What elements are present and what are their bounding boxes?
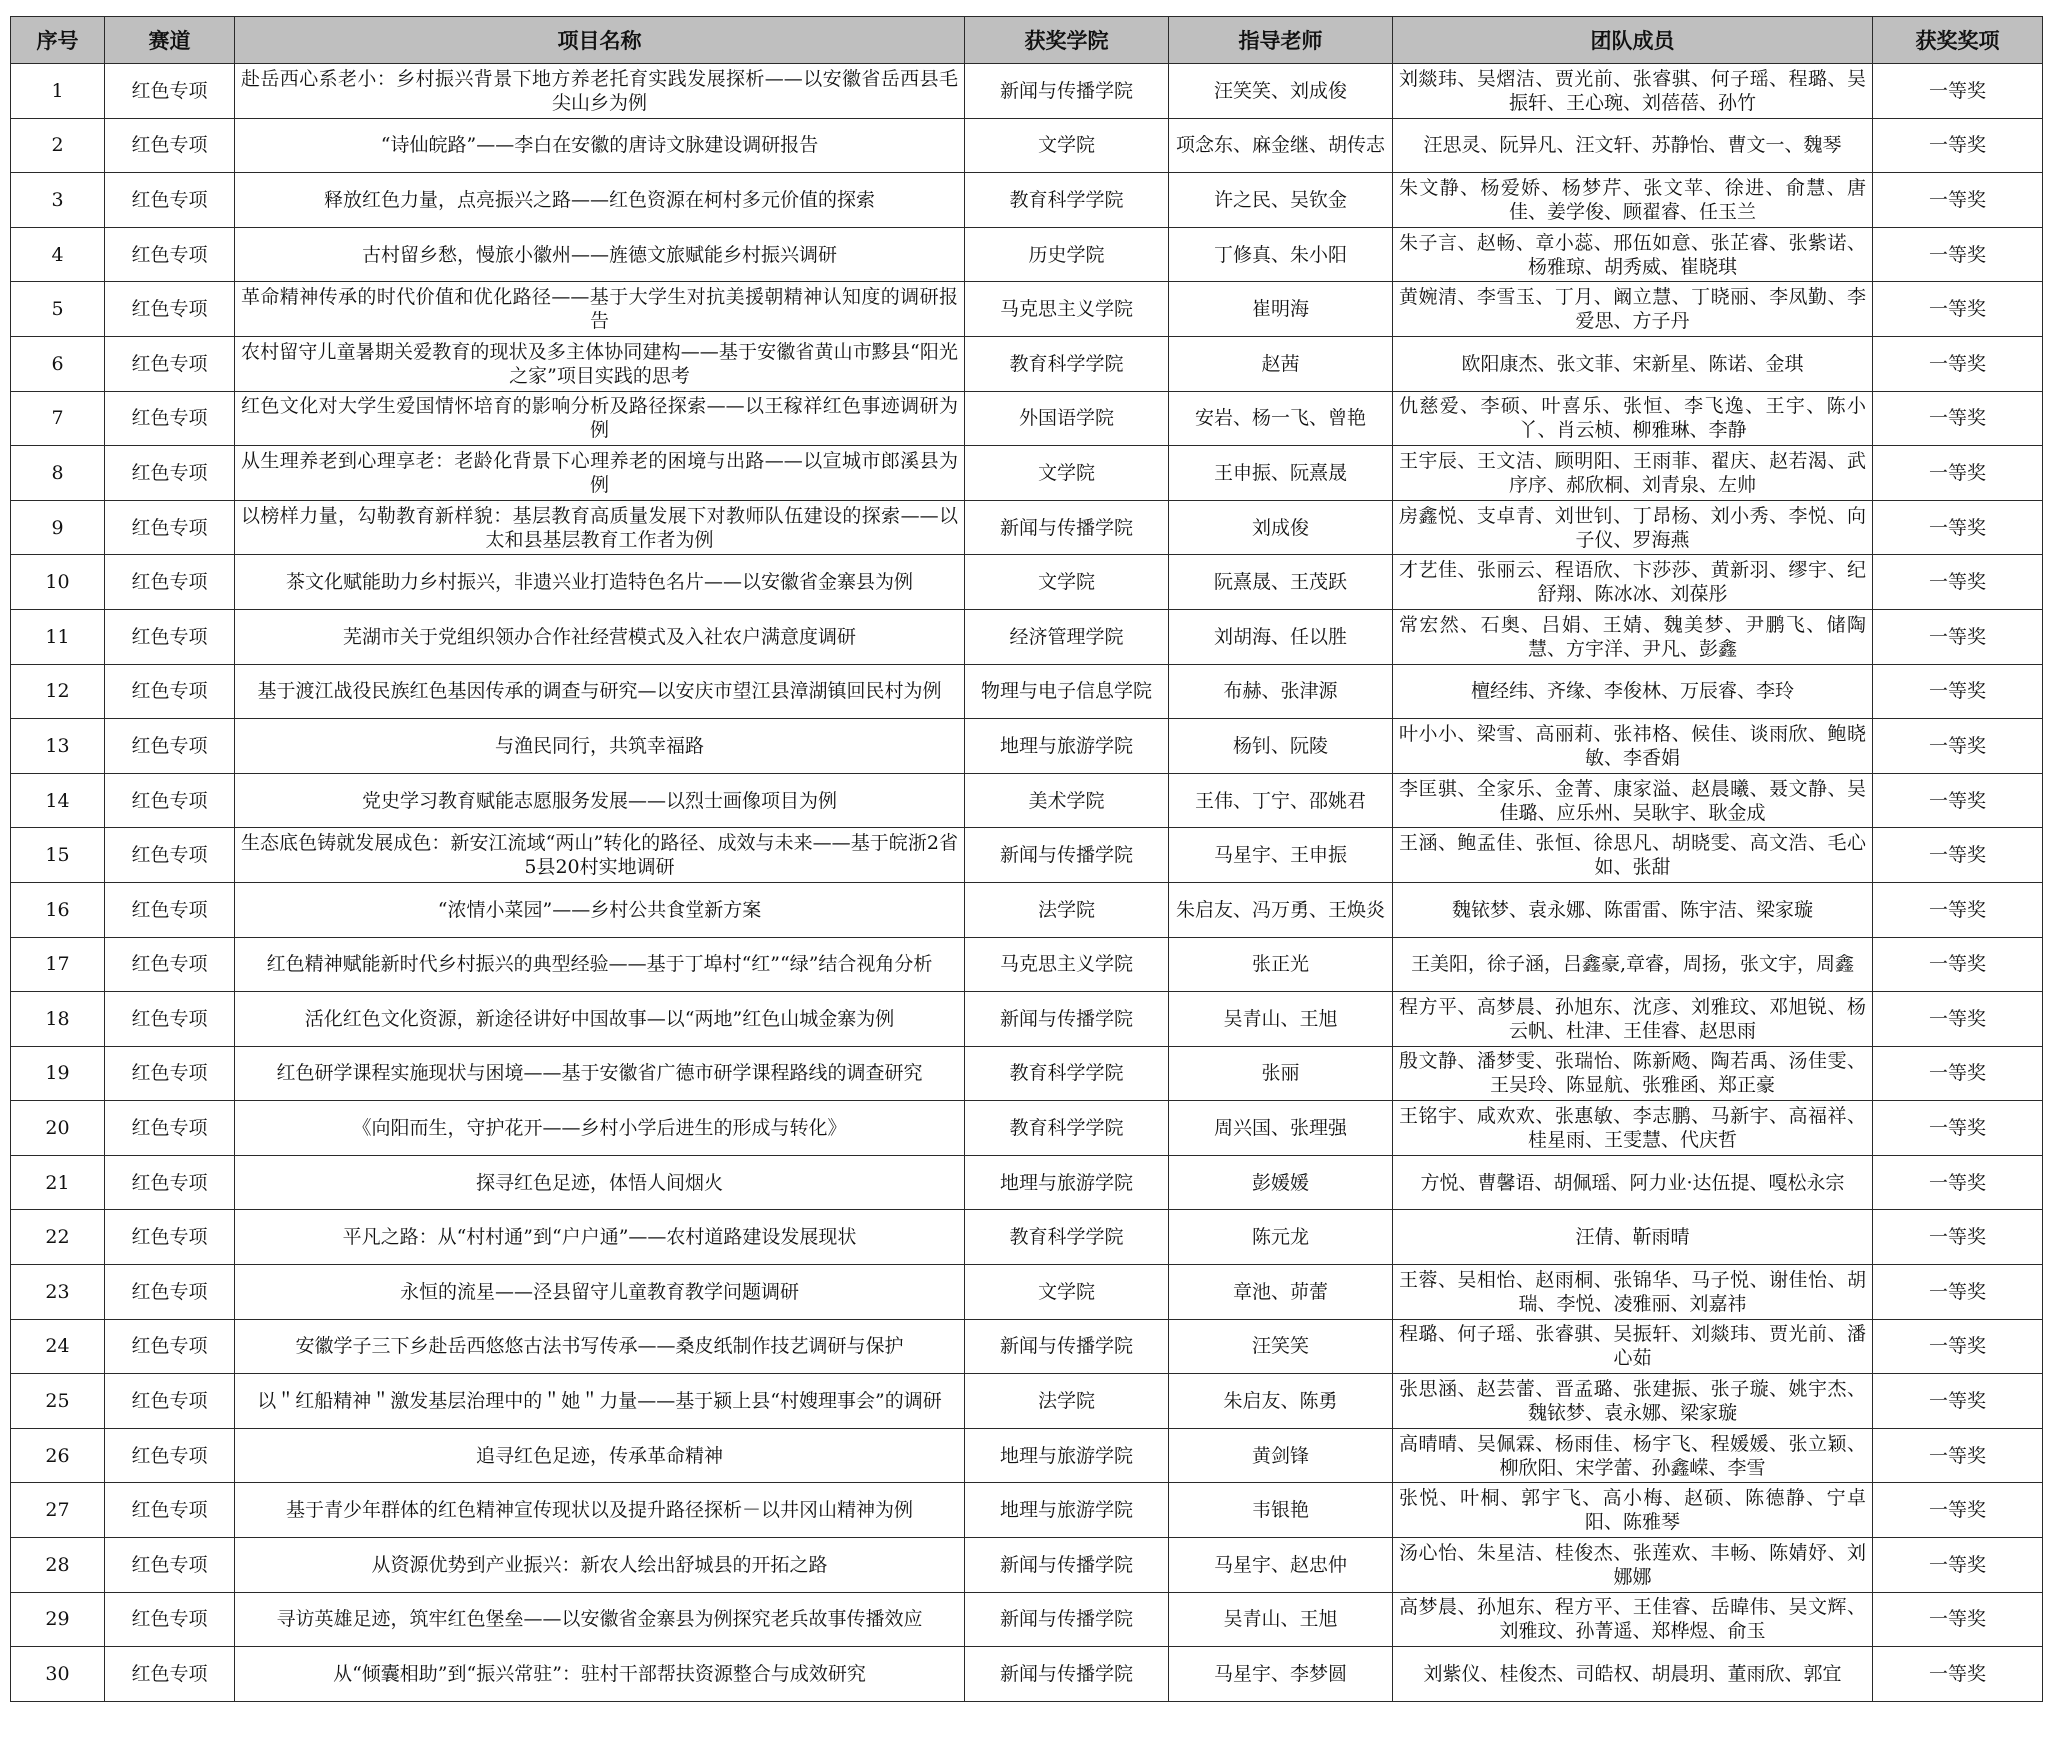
table-row: [11, 391, 2043, 446]
table-row: [11, 664, 2043, 719]
cell-project: 基于渡江战役民族红色基因传承的调查与研究—以安庆市望江县漳湖镇回民村为例: [235, 664, 965, 719]
cell-college: 地理与旅游学院: [965, 1155, 1169, 1210]
cell-members: 檀经纬、齐缘、李俊林、万辰睿、李玲: [1393, 664, 1873, 719]
cell-project: 从“倾囊相助”到“振兴常驻”：驻村干部帮扶资源整合与成效研究: [235, 1647, 965, 1702]
cell-no: 7: [11, 391, 105, 446]
cell-college: 新闻与传播学院: [965, 1647, 1169, 1702]
cell-advisor: 张丽: [1169, 1046, 1393, 1101]
cell-members: 张思涵、赵芸蕾、晋孟璐、张建振、张子璇、姚宇杰、魏铱梦、袁永娜、梁家璇: [1393, 1374, 1873, 1429]
cell-no: 17: [11, 937, 105, 992]
cell-award: 一等奖: [1873, 391, 2043, 446]
cell-members: 仇慈爱、李硕、叶喜乐、张恒、李飞逸、王宇、陈小丫、肖云桢、柳雅琳、李静: [1393, 391, 1873, 446]
cell-award: 一等奖: [1873, 282, 2043, 337]
cell-members: 王蓉、吴相怡、赵雨桐、张锦华、马子悦、谢佳怡、胡瑞、李悦、凌雅丽、刘嘉祎: [1393, 1265, 1873, 1320]
cell-no: 16: [11, 882, 105, 937]
cell-award: 一等奖: [1873, 336, 2043, 391]
cell-project: “诗仙皖路”——李白在安徽的唐诗文脉建设调研报告: [235, 118, 965, 173]
cell-no: 27: [11, 1483, 105, 1538]
cell-college: 新闻与传播学院: [965, 500, 1169, 555]
cell-no: 14: [11, 773, 105, 828]
table-row: [11, 1046, 2043, 1101]
cell-no: 9: [11, 500, 105, 555]
cell-no: 30: [11, 1647, 105, 1702]
cell-project: 《向阳而生，守护花开——乡村小学后进生的形成与转化》: [235, 1101, 965, 1156]
cell-project: 安徽学子三下乡赴岳西悠悠古法书写传承——桑皮纸制作技艺调研与保护: [235, 1319, 965, 1374]
cell-project: 红色精神赋能新时代乡村振兴的典型经验——基于丁埠村“红”“绿”结合视角分析: [235, 937, 965, 992]
cell-award: 一等奖: [1873, 1374, 2043, 1429]
cell-advisor: 赵茜: [1169, 336, 1393, 391]
cell-track: 红色专项: [105, 1265, 235, 1320]
header-track: 赛道: [105, 17, 235, 64]
table-row: [11, 1265, 2043, 1320]
table-body: [11, 64, 2043, 1702]
cell-track: 红色专项: [105, 282, 235, 337]
cell-college: 地理与旅游学院: [965, 719, 1169, 774]
table-row: [11, 1483, 2043, 1538]
cell-project: 活化红色文化资源，新途径讲好中国故事—以“两地”红色山城金寨为例: [235, 992, 965, 1047]
table-row: [11, 1647, 2043, 1702]
cell-track: 红色专项: [105, 1483, 235, 1538]
table-row: [11, 773, 2043, 828]
cell-project: 平凡之路：从“村村通”到“户户通”——农村道路建设发展现状: [235, 1210, 965, 1265]
header-award: 获奖奖项: [1873, 17, 2043, 64]
cell-college: 教育科学学院: [965, 1210, 1169, 1265]
cell-award: 一等奖: [1873, 1155, 2043, 1210]
cell-project: 茶文化赋能助力乡村振兴，非遗兴业打造特色名片——以安徽省金寨县为例: [235, 555, 965, 610]
cell-award: 一等奖: [1873, 1538, 2043, 1593]
cell-no: 10: [11, 555, 105, 610]
cell-track: 红色专项: [105, 773, 235, 828]
cell-advisor: 王申振、阮熹晟: [1169, 446, 1393, 501]
cell-award: 一等奖: [1873, 1210, 2043, 1265]
cell-advisor: 刘胡海、任以胜: [1169, 609, 1393, 664]
cell-members: 朱子言、赵畅、章小蕊、邢伍如意、张芷睿、张紫诺、杨雅琼、胡秀威、崔晓琪: [1393, 227, 1873, 282]
cell-project: 与渔民同行，共筑幸福路: [235, 719, 965, 774]
cell-college: 地理与旅游学院: [965, 1483, 1169, 1538]
cell-award: 一等奖: [1873, 1483, 2043, 1538]
cell-project: 释放红色力量，点亮振兴之路——红色资源在柯村多元价值的探索: [235, 173, 965, 228]
table-row: [11, 555, 2043, 610]
cell-members: 程璐、何子瑶、张睿骐、吴振轩、刘燚玮、贾光前、潘心茹: [1393, 1319, 1873, 1374]
cell-college: 教育科学学院: [965, 173, 1169, 228]
table-row: [11, 227, 2043, 282]
cell-college: 新闻与传播学院: [965, 1592, 1169, 1647]
cell-project: 古村留乡愁，慢旅小徽州——旌德文旅赋能乡村振兴调研: [235, 227, 965, 282]
cell-award: 一等奖: [1873, 937, 2043, 992]
cell-members: 欧阳康杰、张文菲、宋新星、陈诺、金琪: [1393, 336, 1873, 391]
cell-track: 红色专项: [105, 609, 235, 664]
cell-advisor: 阮熹晟、王茂跃: [1169, 555, 1393, 610]
table-row: [11, 118, 2043, 173]
cell-advisor: 朱启友、冯万勇、王焕炎: [1169, 882, 1393, 937]
cell-project: 以榜样力量，勾勒教育新样貌：基层教育高质量发展下对教师队伍建设的探索——以太和县基层教育工作者为例: [235, 500, 965, 555]
cell-college: 教育科学学院: [965, 336, 1169, 391]
cell-no: 13: [11, 719, 105, 774]
cell-members: 王宇辰、王文洁、顾明阳、王雨菲、翟庆、赵若渴、武序序、郝欣桐、刘青泉、左帅: [1393, 446, 1873, 501]
cell-members: 刘燚玮、吴熠洁、贾光前、张睿骐、何子瑶、程璐、吴振轩、王心琬、刘蓓蓓、孙竹: [1393, 64, 1873, 119]
cell-college: 美术学院: [965, 773, 1169, 828]
cell-award: 一等奖: [1873, 609, 2043, 664]
cell-award: 一等奖: [1873, 555, 2043, 610]
cell-track: 红色专项: [105, 391, 235, 446]
cell-award: 一等奖: [1873, 1046, 2043, 1101]
table-row: [11, 609, 2043, 664]
cell-advisor: 刘成俊: [1169, 500, 1393, 555]
cell-advisor: 丁修真、朱小阳: [1169, 227, 1393, 282]
table-row: [11, 1319, 2043, 1374]
cell-advisor: 马星宇、赵忠仲: [1169, 1538, 1393, 1593]
cell-college: 法学院: [965, 1374, 1169, 1429]
table-row: [11, 500, 2043, 555]
cell-no: 29: [11, 1592, 105, 1647]
cell-college: 新闻与传播学院: [965, 1538, 1169, 1593]
cell-track: 红色专项: [105, 1647, 235, 1702]
cell-college: 经济管理学院: [965, 609, 1169, 664]
cell-project: 农村留守儿童暑期关爱教育的现状及多主体协同建构——基于安徽省黄山市黟县“阳光之家”项目实践的思考: [235, 336, 965, 391]
table-row: [11, 1210, 2043, 1265]
cell-project: 寻访英雄足迹，筑牢红色堡垒——以安徽省金寨县为例探究老兵故事传播效应: [235, 1592, 965, 1647]
table-row: [11, 937, 2043, 992]
cell-project: 革命精神传承的时代价值和优化路径——基于大学生对抗美援朝精神认知度的调研报告: [235, 282, 965, 337]
cell-project: 红色文化对大学生爱国情怀培育的影响分析及路径探索——以王稼祥红色事迹调研为例: [235, 391, 965, 446]
cell-award: 一等奖: [1873, 227, 2043, 282]
cell-advisor: 布赫、张津源: [1169, 664, 1393, 719]
cell-no: 12: [11, 664, 105, 719]
cell-project: 芜湖市关于党组织领办合作社经营模式及入社农户满意度调研: [235, 609, 965, 664]
cell-members: 张悦、叶桐、郭宇飞、高小梅、赵硕、陈德静、宁卓阳、陈雅琴: [1393, 1483, 1873, 1538]
cell-no: 11: [11, 609, 105, 664]
cell-members: 才艺佳、张丽云、程语欣、卞莎莎、黄新羽、缪宇、纪舒翔、陈冰冰、刘葆彤: [1393, 555, 1873, 610]
cell-no: 2: [11, 118, 105, 173]
cell-award: 一等奖: [1873, 64, 2043, 119]
table-row: [11, 1538, 2043, 1593]
cell-track: 红色专项: [105, 1155, 235, 1210]
cell-track: 红色专项: [105, 173, 235, 228]
cell-project: 永恒的流星——泾县留守儿童教育教学问题调研: [235, 1265, 965, 1320]
cell-advisor: 章池、茆蕾: [1169, 1265, 1393, 1320]
cell-track: 红色专项: [105, 446, 235, 501]
header-college: 获奖学院: [965, 17, 1169, 64]
cell-track: 红色专项: [105, 882, 235, 937]
table-row: [11, 64, 2043, 119]
cell-track: 红色专项: [105, 1592, 235, 1647]
cell-no: 6: [11, 336, 105, 391]
cell-advisor: 吴青山、王旭: [1169, 992, 1393, 1047]
cell-advisor: 许之民、吴钦金: [1169, 173, 1393, 228]
cell-members: 李匡骐、全家乐、金菁、康家溢、赵晨曦、聂文静、吴佳璐、应乐州、吴耿宇、耿金成: [1393, 773, 1873, 828]
cell-college: 文学院: [965, 446, 1169, 501]
cell-advisor: 彭媛媛: [1169, 1155, 1393, 1210]
cell-no: 21: [11, 1155, 105, 1210]
header-row: [11, 17, 2043, 64]
cell-no: 23: [11, 1265, 105, 1320]
cell-members: 魏铱梦、袁永娜、陈雷雷、陈宇洁、梁家璇: [1393, 882, 1873, 937]
cell-no: 28: [11, 1538, 105, 1593]
cell-award: 一等奖: [1873, 773, 2043, 828]
cell-no: 24: [11, 1319, 105, 1374]
table-row: [11, 1592, 2043, 1647]
cell-advisor: 陈元龙: [1169, 1210, 1393, 1265]
cell-award: 一等奖: [1873, 1319, 2043, 1374]
cell-track: 红色专项: [105, 1046, 235, 1101]
cell-advisor: 王伟、丁宁、邵姚君: [1169, 773, 1393, 828]
cell-members: 高梦晨、孙旭东、程方平、王佳睿、岳暐伟、吴文辉、刘雅玟、孙菁遥、郑桦煜、俞玉: [1393, 1592, 1873, 1647]
cell-college: 新闻与传播学院: [965, 1319, 1169, 1374]
cell-no: 5: [11, 282, 105, 337]
cell-award: 一等奖: [1873, 173, 2043, 228]
cell-college: 外国语学院: [965, 391, 1169, 446]
cell-college: 文学院: [965, 555, 1169, 610]
cell-advisor: 崔明海: [1169, 282, 1393, 337]
cell-advisor: 杨钊、阮陵: [1169, 719, 1393, 774]
cell-award: 一等奖: [1873, 1428, 2043, 1483]
cell-track: 红色专项: [105, 1538, 235, 1593]
cell-college: 新闻与传播学院: [965, 64, 1169, 119]
cell-no: 8: [11, 446, 105, 501]
cell-award: 一等奖: [1873, 1592, 2043, 1647]
cell-advisor: 周兴国、张理强: [1169, 1101, 1393, 1156]
cell-no: 1: [11, 64, 105, 119]
cell-project: 赴岳西心系老小：乡村振兴背景下地方养老托育实践发展探析——以安徽省岳西县毛尖山乡为例: [235, 64, 965, 119]
table-row: [11, 992, 2043, 1047]
cell-no: 18: [11, 992, 105, 1047]
cell-award: 一等奖: [1873, 828, 2043, 883]
table-row: [11, 1374, 2043, 1429]
cell-advisor: 汪笑笑: [1169, 1319, 1393, 1374]
table-row: [11, 1155, 2043, 1210]
cell-track: 红色专项: [105, 1428, 235, 1483]
cell-college: 历史学院: [965, 227, 1169, 282]
cell-members: 汪倩、靳雨晴: [1393, 1210, 1873, 1265]
cell-award: 一等奖: [1873, 118, 2043, 173]
cell-members: 汤心怡、朱星洁、桂俊杰、张莲欢、丰畅、陈婧妤、刘娜娜: [1393, 1538, 1873, 1593]
cell-college: 教育科学学院: [965, 1046, 1169, 1101]
table-row: [11, 828, 2043, 883]
cell-no: 20: [11, 1101, 105, 1156]
cell-track: 红色专项: [105, 719, 235, 774]
cell-advisor: 朱启友、陈勇: [1169, 1374, 1393, 1429]
cell-members: 常宏然、石奥、吕娟、王婧、魏美梦、尹鹏飞、储陶慧、方宇洋、尹凡、彭鑫: [1393, 609, 1873, 664]
cell-members: 王铭宇、咸欢欢、张惠敏、李志鹏、马新宇、高福祥、桂星雨、王雯慧、代庆哲: [1393, 1101, 1873, 1156]
cell-track: 红色专项: [105, 937, 235, 992]
cell-college: 马克思主义学院: [965, 282, 1169, 337]
cell-no: 26: [11, 1428, 105, 1483]
cell-project: 基于青少年群体的红色精神宣传现状以及提升路径探析－以井冈山精神为例: [235, 1483, 965, 1538]
cell-advisor: 马星宇、李梦圆: [1169, 1647, 1393, 1702]
cell-award: 一等奖: [1873, 1265, 2043, 1320]
cell-advisor: 安岩、杨一飞、曾艳: [1169, 391, 1393, 446]
header-project: 项目名称: [235, 17, 965, 64]
table-row: [11, 446, 2043, 501]
cell-project: 红色研学课程实施现状与困境——基于安徽省广德市研学课程路线的调查研究: [235, 1046, 965, 1101]
cell-no: 19: [11, 1046, 105, 1101]
cell-track: 红色专项: [105, 664, 235, 719]
cell-advisor: 项念东、麻金继、胡传志: [1169, 118, 1393, 173]
table-row: [11, 1101, 2043, 1156]
cell-no: 15: [11, 828, 105, 883]
cell-award: 一等奖: [1873, 719, 2043, 774]
cell-college: 新闻与传播学院: [965, 828, 1169, 883]
cell-track: 红色专项: [105, 500, 235, 555]
cell-project: 生态底色铸就发展成色：新安江流域“两山”转化的路径、成效与未来——基于皖浙2省5县20村实地调研: [235, 828, 965, 883]
cell-members: 王涵、鲍孟佳、张恒、徐思凡、胡晓雯、高文浩、毛心如、张甜: [1393, 828, 1873, 883]
cell-track: 红色专项: [105, 1374, 235, 1429]
cell-advisor: 汪笑笑、刘成俊: [1169, 64, 1393, 119]
cell-award: 一等奖: [1873, 500, 2043, 555]
cell-college: 法学院: [965, 882, 1169, 937]
cell-track: 红色专项: [105, 336, 235, 391]
table-row: [11, 282, 2043, 337]
cell-members: 方悦、曹馨语、胡佩瑶、阿力业·达伍提、嘎松永宗: [1393, 1155, 1873, 1210]
table-row: [11, 719, 2043, 774]
cell-college: 新闻与传播学院: [965, 992, 1169, 1047]
cell-members: 房鑫悦、支卓青、刘世钊、丁昂杨、刘小秀、李悦、向子仪、罗海燕: [1393, 500, 1873, 555]
cell-college: 物理与电子信息学院: [965, 664, 1169, 719]
cell-track: 红色专项: [105, 1101, 235, 1156]
cell-award: 一等奖: [1873, 1101, 2043, 1156]
cell-advisor: 韦银艳: [1169, 1483, 1393, 1538]
cell-college: 文学院: [965, 1265, 1169, 1320]
cell-project: 以＂红船精神＂激发基层治理中的＂她＂力量——基于颍上县“村嫂理事会”的调研: [235, 1374, 965, 1429]
cell-members: 殷文静、潘梦雯、张瑞怡、陈新飏、陶若禹、汤佳雯、王吴玲、陈显航、张雅函、郑正豪: [1393, 1046, 1873, 1101]
cell-members: 汪思灵、阮异凡、汪文轩、苏静怡、曹文一、魏琴: [1393, 118, 1873, 173]
cell-college: 文学院: [965, 118, 1169, 173]
cell-advisor: 张正光: [1169, 937, 1393, 992]
cell-members: 程方平、高梦晨、孙旭东、沈彦、刘雅玟、邓旭锐、杨云帆、杜津、王佳睿、赵思雨: [1393, 992, 1873, 1047]
cell-track: 红色专项: [105, 227, 235, 282]
cell-college: 地理与旅游学院: [965, 1428, 1169, 1483]
cell-award: 一等奖: [1873, 882, 2043, 937]
cell-advisor: 马星宇、王申振: [1169, 828, 1393, 883]
cell-college: 教育科学学院: [965, 1101, 1169, 1156]
cell-project: 从生理养老到心理享老：老龄化背景下心理养老的困境与出路——以宣城市郎溪县为例: [235, 446, 965, 501]
cell-no: 25: [11, 1374, 105, 1429]
cell-no: 4: [11, 227, 105, 282]
cell-award: 一等奖: [1873, 992, 2043, 1047]
cell-members: 朱文静、杨爱娇、杨梦芹、张文苹、徐进、俞慧、唐佳、姜学俊、顾翟睿、任玉兰: [1393, 173, 1873, 228]
cell-advisor: 吴青山、王旭: [1169, 1592, 1393, 1647]
cell-project: “浓情小菜园”——乡村公共食堂新方案: [235, 882, 965, 937]
cell-members: 刘紫仪、桂俊杰、司皓权、胡晨玥、董雨欣、郭宜: [1393, 1647, 1873, 1702]
cell-members: 叶小小、梁雪、高丽莉、张祎格、候佳、谈雨欣、鲍晓敏、李香娟: [1393, 719, 1873, 774]
cell-track: 红色专项: [105, 1319, 235, 1374]
cell-project: 党史学习教育赋能志愿服务发展——以烈士画像项目为例: [235, 773, 965, 828]
awards-table: [10, 16, 2043, 1702]
cell-members: 黄婉清、李雪玉、丁月、阚立慧、丁晓丽、李凤勤、李爱思、方子丹: [1393, 282, 1873, 337]
cell-no: 3: [11, 173, 105, 228]
cell-track: 红色专项: [105, 1210, 235, 1265]
cell-project: 探寻红色足迹，体悟人间烟火: [235, 1155, 965, 1210]
cell-award: 一等奖: [1873, 1647, 2043, 1702]
cell-members: 王美阳，徐子涵，吕鑫豪,章睿，周扬，张文宇，周鑫: [1393, 937, 1873, 992]
cell-members: 高晴晴、吴佩霖、杨雨佳、杨宇飞、程媛媛、张立颖、柳欣阳、宋学蕾、孙鑫嵘、李雪: [1393, 1428, 1873, 1483]
cell-track: 红色专项: [105, 555, 235, 610]
cell-track: 红色专项: [105, 118, 235, 173]
cell-award: 一等奖: [1873, 664, 2043, 719]
cell-track: 红色专项: [105, 828, 235, 883]
cell-project: 追寻红色足迹，传承革命精神: [235, 1428, 965, 1483]
table-row: [11, 882, 2043, 937]
cell-advisor: 黄剑锋: [1169, 1428, 1393, 1483]
header-no: 序号: [11, 17, 105, 64]
cell-no: 22: [11, 1210, 105, 1265]
header-advisor: 指导老师: [1169, 17, 1393, 64]
cell-college: 马克思主义学院: [965, 937, 1169, 992]
cell-track: 红色专项: [105, 992, 235, 1047]
table-row: [11, 1428, 2043, 1483]
header-members: 团队成员: [1393, 17, 1873, 64]
table-row: [11, 336, 2043, 391]
cell-track: 红色专项: [105, 64, 235, 119]
table-row: [11, 173, 2043, 228]
cell-project: 从资源优势到产业振兴：新农人绘出舒城县的开拓之路: [235, 1538, 965, 1593]
cell-award: 一等奖: [1873, 446, 2043, 501]
